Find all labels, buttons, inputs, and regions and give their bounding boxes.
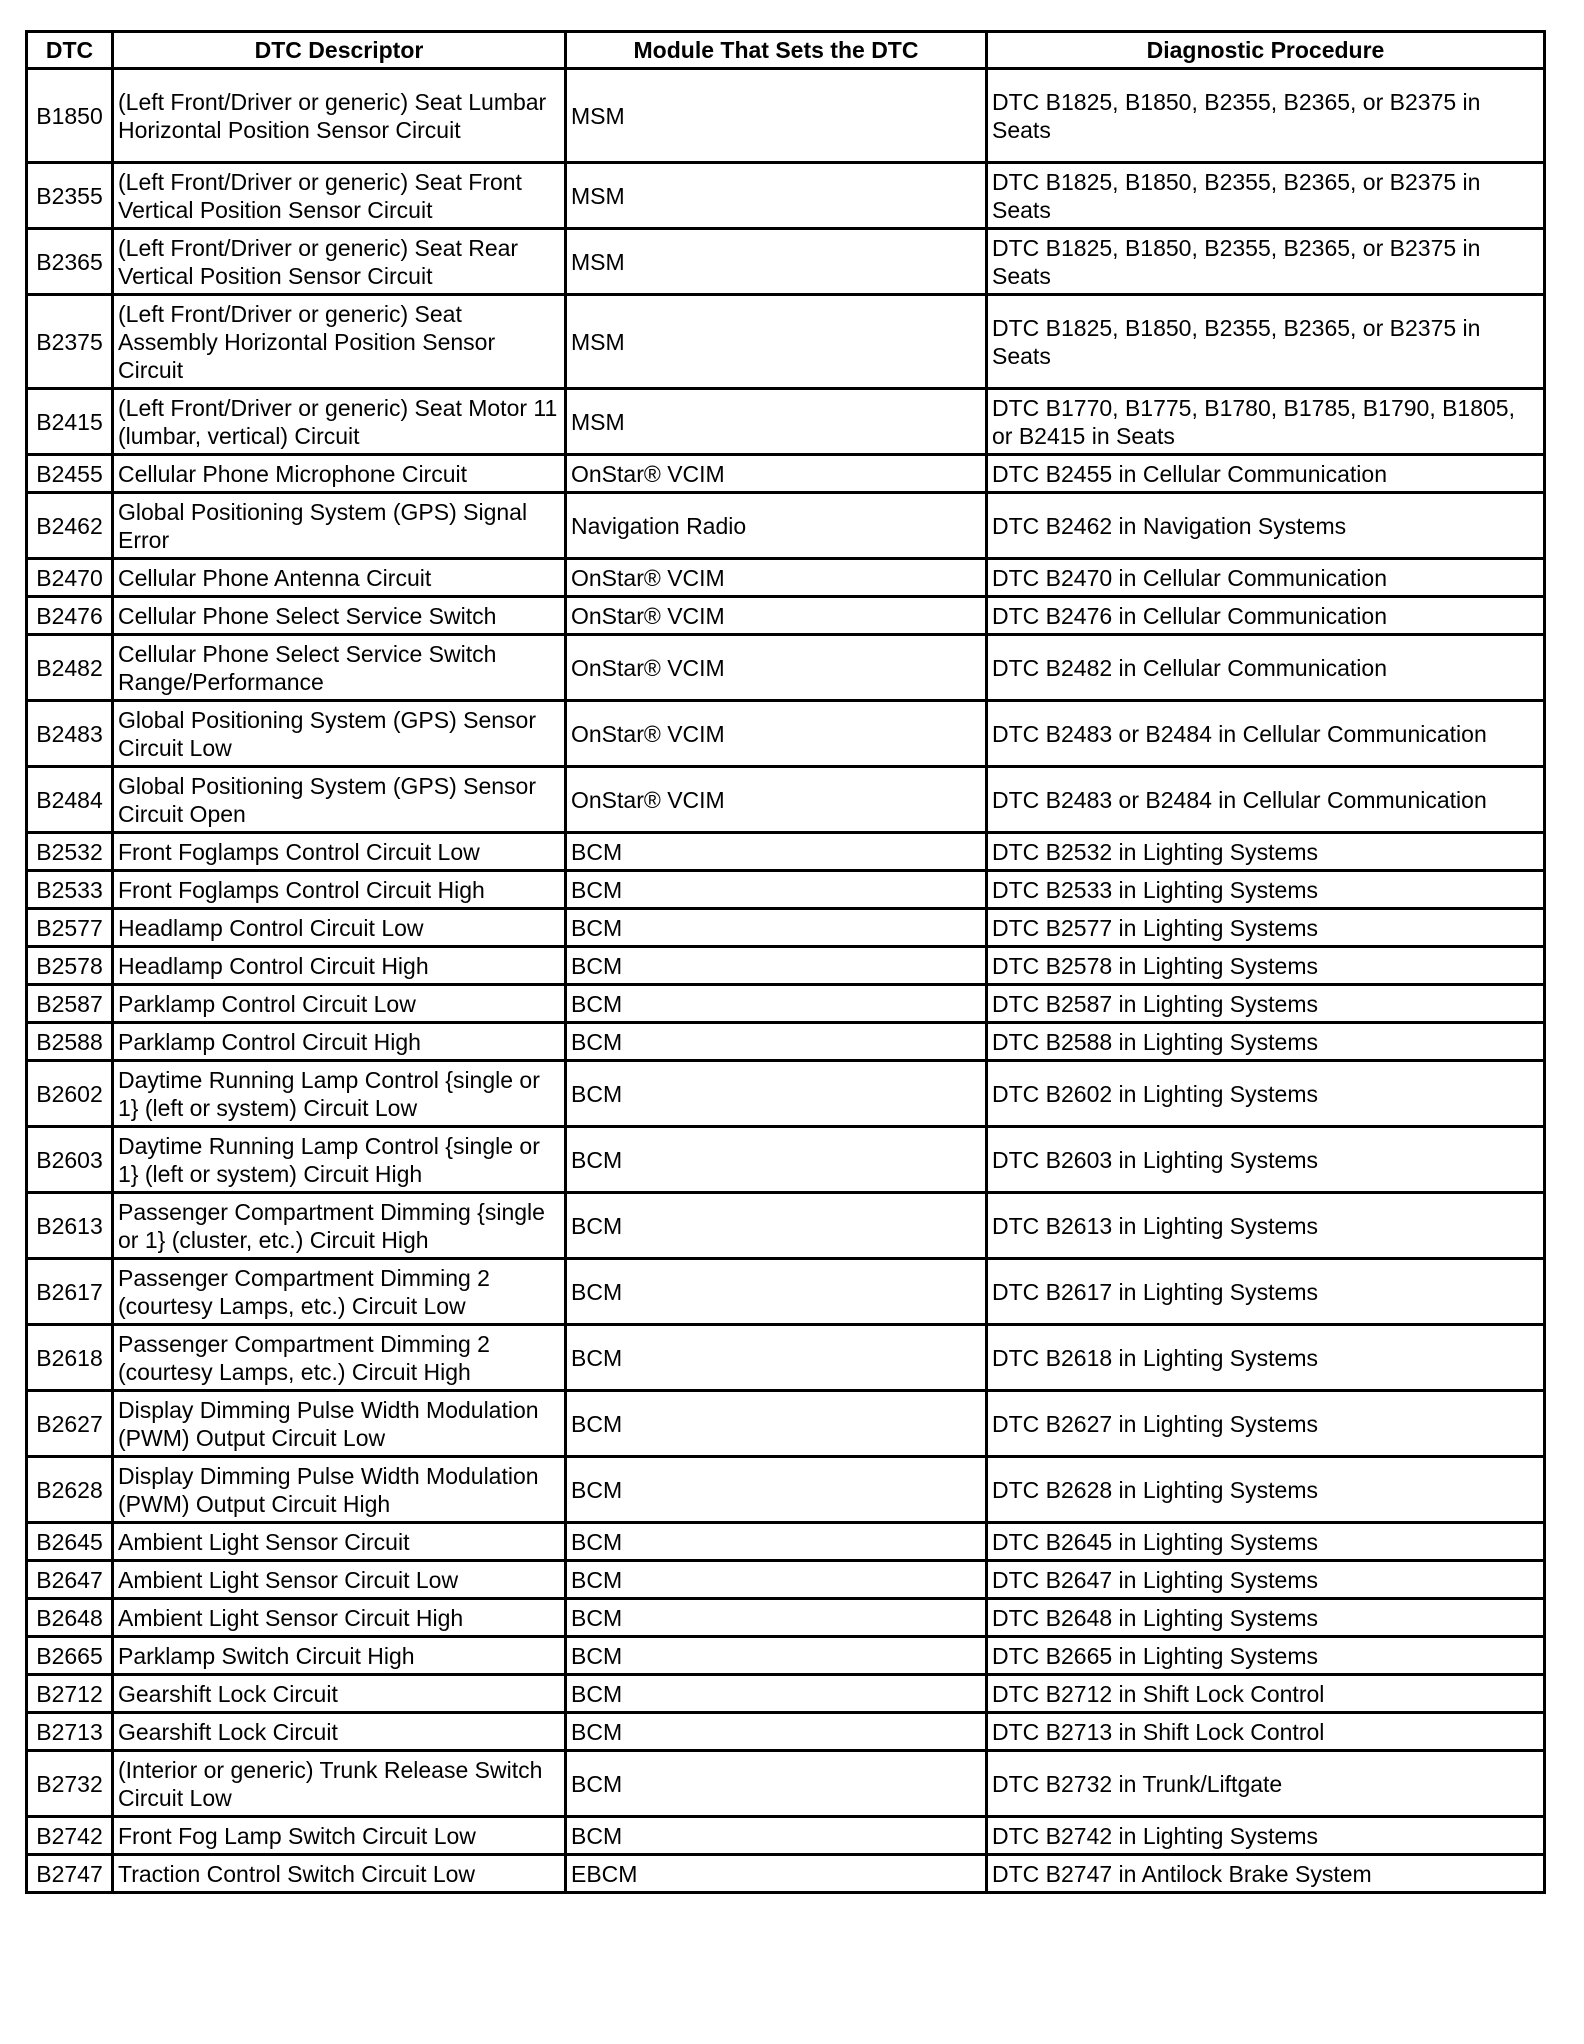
dtc-code-cell: B2618 [27, 1325, 113, 1391]
procedure-cell: DTC B2628 in Lighting Systems [987, 1457, 1545, 1523]
table-row [27, 947, 1545, 985]
dtc-descriptor-cell: Daytime Running Lamp Control {single or 1} (left or system) Circuit High [113, 1127, 566, 1193]
module-cell: MSM [566, 163, 987, 229]
table-row [27, 871, 1545, 909]
dtc-code-cell: B2627 [27, 1391, 113, 1457]
table-row [27, 1023, 1545, 1061]
procedure-cell: DTC B2577 in Lighting Systems [987, 909, 1545, 947]
dtc-code-cell: B2613 [27, 1193, 113, 1259]
dtc-code-cell: B2648 [27, 1599, 113, 1637]
table-row [27, 833, 1545, 871]
module-cell: Navigation Radio [566, 493, 987, 559]
table-header [27, 32, 1545, 69]
table-row [27, 295, 1545, 389]
table-row [27, 1391, 1545, 1457]
dtc-descriptor-cell: Cellular Phone Antenna Circuit [113, 559, 566, 597]
dtc-descriptor-cell: (Left Front/Driver or generic) Seat Rear Vertical Position Sensor Circuit [113, 229, 566, 295]
procedure-cell: DTC B2483 or B2484 in Cellular Communication [987, 767, 1545, 833]
dtc-code-cell: B1850 [27, 69, 113, 163]
dtc-code-cell: B2747 [27, 1855, 113, 1893]
table-row [27, 767, 1545, 833]
procedure-cell: DTC B2455 in Cellular Communication [987, 455, 1545, 493]
table-body [27, 69, 1545, 1893]
dtc-descriptor-cell: Cellular Phone Select Service Switch [113, 597, 566, 635]
dtc-descriptor-cell: Passenger Compartment Dimming 2 (courtesy Lamps, etc.) Circuit Low [113, 1259, 566, 1325]
dtc-descriptor-cell: Gearshift Lock Circuit [113, 1675, 566, 1713]
procedure-cell: DTC B2476 in Cellular Communication [987, 597, 1545, 635]
dtc-code-cell: B2647 [27, 1561, 113, 1599]
dtc-code-cell: B2577 [27, 909, 113, 947]
procedure-cell: DTC B2532 in Lighting Systems [987, 833, 1545, 871]
table-row [27, 1713, 1545, 1751]
table-row [27, 1457, 1545, 1523]
header-descriptor: DTC Descriptor [113, 32, 566, 69]
dtc-code-cell: B2476 [27, 597, 113, 635]
dtc-descriptor-cell: Ambient Light Sensor Circuit [113, 1523, 566, 1561]
module-cell: BCM [566, 1325, 987, 1391]
procedure-cell: DTC B2648 in Lighting Systems [987, 1599, 1545, 1637]
dtc-descriptor-cell: Headlamp Control Circuit High [113, 947, 566, 985]
dtc-descriptor-cell: Display Dimming Pulse Width Modulation (PWM) Output Circuit Low [113, 1391, 566, 1457]
dtc-descriptor-cell: Parklamp Switch Circuit High [113, 1637, 566, 1675]
procedure-cell: DTC B2603 in Lighting Systems [987, 1127, 1545, 1193]
module-cell: BCM [566, 1675, 987, 1713]
procedure-cell: DTC B1825, B1850, B2355, B2365, or B2375 in Seats [987, 295, 1545, 389]
table-row [27, 1193, 1545, 1259]
table-row [27, 389, 1545, 455]
procedure-cell: DTC B2747 in Antilock Brake System [987, 1855, 1545, 1893]
header-procedure: Diagnostic Procedure [987, 32, 1545, 69]
table-row [27, 163, 1545, 229]
dtc-code-cell: B2470 [27, 559, 113, 597]
module-cell: BCM [566, 1713, 987, 1751]
dtc-code-cell: B2713 [27, 1713, 113, 1751]
table-row [27, 1637, 1545, 1675]
module-cell: MSM [566, 69, 987, 163]
dtc-descriptor-cell: Global Positioning System (GPS) Sensor Circuit Low [113, 701, 566, 767]
table-row [27, 1127, 1545, 1193]
table-row [27, 1259, 1545, 1325]
procedure-cell: DTC B2617 in Lighting Systems [987, 1259, 1545, 1325]
module-cell: BCM [566, 1193, 987, 1259]
table-row [27, 1561, 1545, 1599]
dtc-descriptor-cell: (Interior or generic) Trunk Release Switch Circuit Low [113, 1751, 566, 1817]
module-cell: OnStar® VCIM [566, 767, 987, 833]
procedure-cell: DTC B1825, B1850, B2355, B2365, or B2375 in Seats [987, 229, 1545, 295]
dtc-descriptor-cell: Cellular Phone Microphone Circuit [113, 455, 566, 493]
dtc-code-cell: B2482 [27, 635, 113, 701]
procedure-cell: DTC B1770, B1775, B1780, B1785, B1790, B1805, or B2415 in Seats [987, 389, 1545, 455]
procedure-cell: DTC B2602 in Lighting Systems [987, 1061, 1545, 1127]
module-cell: BCM [566, 1023, 987, 1061]
procedure-cell: DTC B2462 in Navigation Systems [987, 493, 1545, 559]
dtc-code-cell: B2665 [27, 1637, 113, 1675]
table-row [27, 985, 1545, 1023]
dtc-code-cell: B2375 [27, 295, 113, 389]
table-row [27, 1523, 1545, 1561]
dtc-descriptor-cell: Daytime Running Lamp Control {single or 1} (left or system) Circuit Low [113, 1061, 566, 1127]
table-row [27, 701, 1545, 767]
procedure-cell: DTC B2587 in Lighting Systems [987, 985, 1545, 1023]
module-cell: BCM [566, 1599, 987, 1637]
procedure-cell: DTC B2713 in Shift Lock Control [987, 1713, 1545, 1751]
dtc-descriptor-cell: (Left Front/Driver or generic) Seat Assembly Horizontal Position Sensor Circuit [113, 295, 566, 389]
procedure-cell: DTC B2665 in Lighting Systems [987, 1637, 1545, 1675]
module-cell: MSM [566, 295, 987, 389]
procedure-cell: DTC B2712 in Shift Lock Control [987, 1675, 1545, 1713]
procedure-cell: DTC B2482 in Cellular Communication [987, 635, 1545, 701]
dtc-code-cell: B2462 [27, 493, 113, 559]
table-row [27, 1675, 1545, 1713]
dtc-code-cell: B2455 [27, 455, 113, 493]
table-row [27, 597, 1545, 635]
table-row [27, 69, 1545, 163]
module-cell: OnStar® VCIM [566, 701, 987, 767]
table-row [27, 1855, 1545, 1893]
dtc-code-cell: B2628 [27, 1457, 113, 1523]
module-cell: BCM [566, 1259, 987, 1325]
procedure-cell: DTC B1825, B1850, B2355, B2365, or B2375 in Seats [987, 69, 1545, 163]
procedure-cell: DTC B2470 in Cellular Communication [987, 559, 1545, 597]
dtc-descriptor-cell: Front Fog Lamp Switch Circuit Low [113, 1817, 566, 1855]
dtc-descriptor-cell: (Left Front/Driver or generic) Seat Motor 11 (lumbar, vertical) Circuit [113, 389, 566, 455]
dtc-descriptor-cell: Parklamp Control Circuit Low [113, 985, 566, 1023]
table-row [27, 1751, 1545, 1817]
procedure-cell: DTC B2533 in Lighting Systems [987, 871, 1545, 909]
dtc-code-cell: B2603 [27, 1127, 113, 1193]
dtc-descriptor-cell: Traction Control Switch Circuit Low [113, 1855, 566, 1893]
module-cell: BCM [566, 871, 987, 909]
dtc-code-cell: B2602 [27, 1061, 113, 1127]
dtc-descriptor-cell: Ambient Light Sensor Circuit Low [113, 1561, 566, 1599]
module-cell: BCM [566, 909, 987, 947]
module-cell: BCM [566, 1637, 987, 1675]
procedure-cell: DTC B1825, B1850, B2355, B2365, or B2375 in Seats [987, 163, 1545, 229]
procedure-cell: DTC B2627 in Lighting Systems [987, 1391, 1545, 1457]
table-row [27, 455, 1545, 493]
dtc-code-cell: B2732 [27, 1751, 113, 1817]
module-cell: BCM [566, 1391, 987, 1457]
procedure-cell: DTC B2732 in Trunk/Liftgate [987, 1751, 1545, 1817]
dtc-descriptor-cell: Parklamp Control Circuit High [113, 1023, 566, 1061]
dtc-descriptor-cell: Front Foglamps Control Circuit High [113, 871, 566, 909]
table-row [27, 493, 1545, 559]
dtc-descriptor-cell: (Left Front/Driver or generic) Seat Lumbar Horizontal Position Sensor Circuit [113, 69, 566, 163]
dtc-descriptor-cell: Global Positioning System (GPS) Signal Error [113, 493, 566, 559]
dtc-descriptor-cell: (Left Front/Driver or generic) Seat Front Vertical Position Sensor Circuit [113, 163, 566, 229]
table-row [27, 635, 1545, 701]
dtc-code-cell: B2533 [27, 871, 113, 909]
header-row [27, 32, 1545, 69]
table-row [27, 1325, 1545, 1391]
procedure-cell: DTC B2645 in Lighting Systems [987, 1523, 1545, 1561]
dtc-code-cell: B2532 [27, 833, 113, 871]
module-cell: OnStar® VCIM [566, 559, 987, 597]
module-cell: EBCM [566, 1855, 987, 1893]
module-cell: BCM [566, 1523, 987, 1561]
table-row [27, 559, 1545, 597]
module-cell: OnStar® VCIM [566, 597, 987, 635]
dtc-code-cell: B2483 [27, 701, 113, 767]
dtc-code-cell: B2484 [27, 767, 113, 833]
module-cell: BCM [566, 1817, 987, 1855]
dtc-code-cell: B2578 [27, 947, 113, 985]
procedure-cell: DTC B2613 in Lighting Systems [987, 1193, 1545, 1259]
procedure-cell: DTC B2483 or B2484 in Cellular Communication [987, 701, 1545, 767]
procedure-cell: DTC B2578 in Lighting Systems [987, 947, 1545, 985]
table-row [27, 909, 1545, 947]
dtc-descriptor-cell: Display Dimming Pulse Width Modulation (PWM) Output Circuit High [113, 1457, 566, 1523]
header-dtc: DTC [27, 32, 113, 69]
procedure-cell: DTC B2742 in Lighting Systems [987, 1817, 1545, 1855]
dtc-descriptor-cell: Passenger Compartment Dimming 2 (courtesy Lamps, etc.) Circuit High [113, 1325, 566, 1391]
module-cell: BCM [566, 947, 987, 985]
table-row [27, 1599, 1545, 1637]
module-cell: BCM [566, 1457, 987, 1523]
procedure-cell: DTC B2618 in Lighting Systems [987, 1325, 1545, 1391]
dtc-descriptor-cell: Gearshift Lock Circuit [113, 1713, 566, 1751]
dtc-code-cell: B2645 [27, 1523, 113, 1561]
dtc-code-cell: B2365 [27, 229, 113, 295]
dtc-code-cell: B2588 [27, 1023, 113, 1061]
module-cell: OnStar® VCIM [566, 455, 987, 493]
module-cell: BCM [566, 833, 987, 871]
dtc-table [25, 30, 1546, 1894]
module-cell: BCM [566, 1751, 987, 1817]
module-cell: OnStar® VCIM [566, 635, 987, 701]
module-cell: BCM [566, 985, 987, 1023]
dtc-code-cell: B2617 [27, 1259, 113, 1325]
dtc-code-cell: B2742 [27, 1817, 113, 1855]
module-cell: BCM [566, 1561, 987, 1599]
dtc-descriptor-cell: Front Foglamps Control Circuit Low [113, 833, 566, 871]
dtc-descriptor-cell: Cellular Phone Select Service Switch Range/Performance [113, 635, 566, 701]
dtc-code-cell: B2415 [27, 389, 113, 455]
module-cell: BCM [566, 1061, 987, 1127]
header-module: Module That Sets the DTC [566, 32, 987, 69]
dtc-descriptor-cell: Global Positioning System (GPS) Sensor Circuit Open [113, 767, 566, 833]
table-row [27, 1061, 1545, 1127]
module-cell: MSM [566, 389, 987, 455]
module-cell: MSM [566, 229, 987, 295]
dtc-code-cell: B2355 [27, 163, 113, 229]
procedure-cell: DTC B2647 in Lighting Systems [987, 1561, 1545, 1599]
dtc-descriptor-cell: Headlamp Control Circuit Low [113, 909, 566, 947]
procedure-cell: DTC B2588 in Lighting Systems [987, 1023, 1545, 1061]
dtc-descriptor-cell: Passenger Compartment Dimming {single or 1} (cluster, etc.) Circuit High [113, 1193, 566, 1259]
dtc-code-cell: B2587 [27, 985, 113, 1023]
dtc-descriptor-cell: Ambient Light Sensor Circuit High [113, 1599, 566, 1637]
table-row [27, 229, 1545, 295]
table-row [27, 1817, 1545, 1855]
module-cell: BCM [566, 1127, 987, 1193]
dtc-code-cell: B2712 [27, 1675, 113, 1713]
